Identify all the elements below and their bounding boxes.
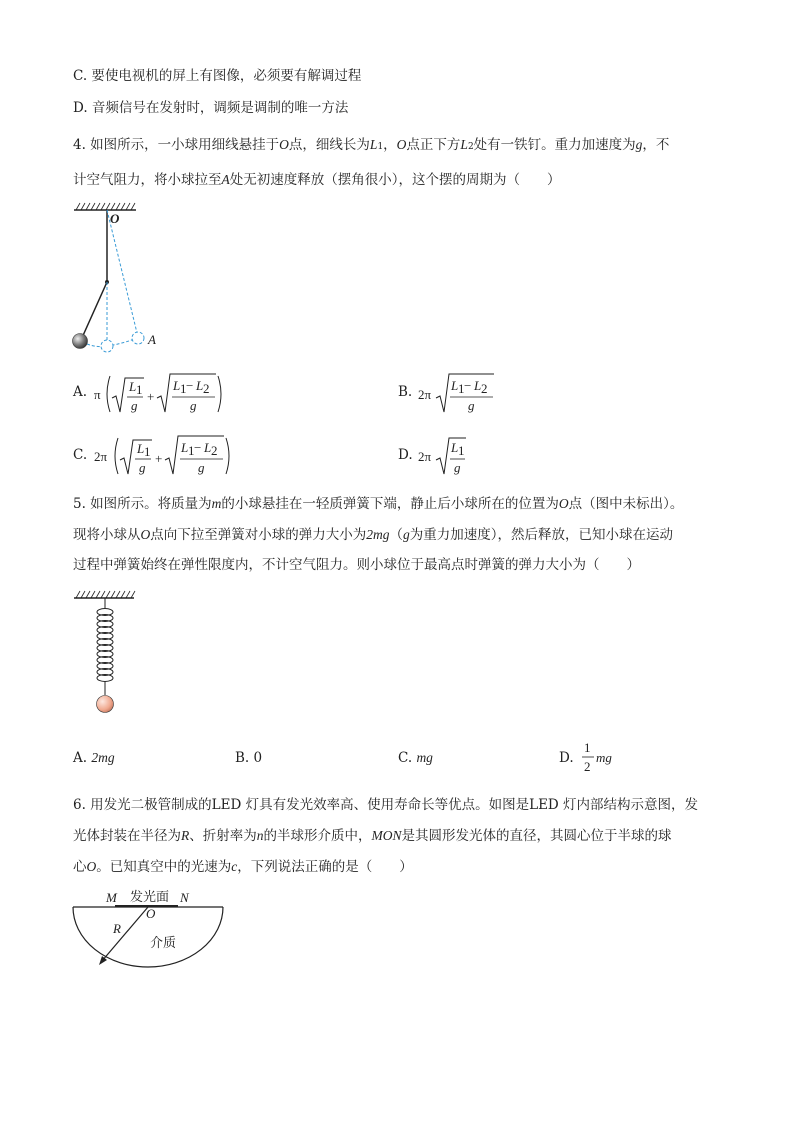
q5-stem-line2: 现将小球从O点向下拉至弹簧对小球的弹力大小为2mg（g为重力加速度），然后释放，已知小球在运动: [73, 527, 673, 543]
q5-option-b: B. 0: [235, 750, 263, 766]
svg-text:2: 2: [211, 443, 218, 458]
q6-stem-line1: 6. 用发光二极管制成的LED 灯具有发光效率高、使用寿命长等优点。如图是LED 灯内部结构示意图，发: [73, 797, 699, 813]
svg-text:1: 1: [144, 444, 151, 459]
svg-text:g: g: [139, 460, 146, 475]
svg-text:−: −: [186, 378, 194, 393]
svg-text:1: 1: [584, 740, 591, 755]
svg-text:L: L: [129, 379, 137, 394]
svg-text:2π: 2π: [418, 449, 432, 464]
svg-text:−: −: [464, 378, 472, 393]
q4-option-d-formula: [416, 430, 476, 482]
q6-stem-line2: 光体封装在半径为R、折射率为n的半球形介质中，MON是其圆形发光体的直径，其圆心位于半球的球: [73, 828, 672, 844]
q4-option-d-label: D.: [398, 447, 413, 463]
svg-text:L: L: [137, 441, 145, 456]
svg-text:1: 1: [136, 382, 143, 397]
svg-text:L: L: [204, 440, 212, 455]
q4-pendulum-figure: [60, 198, 180, 358]
q5-spring-figure: [60, 588, 160, 723]
q4-option-c-label: C.: [73, 447, 88, 463]
q4-option-a-formula: [92, 368, 232, 420]
svg-text:2: 2: [203, 381, 210, 396]
q4-option-b-formula: [416, 368, 506, 420]
q6-label-n: N: [180, 890, 189, 905]
q4-label-o: O: [110, 211, 120, 226]
svg-text:+: +: [155, 451, 163, 466]
svg-text:π: π: [94, 387, 101, 402]
svg-text:g: g: [198, 460, 205, 475]
svg-text:L: L: [474, 378, 482, 393]
svg-text:2: 2: [481, 381, 488, 396]
svg-text:g: g: [190, 398, 197, 413]
svg-text:1: 1: [458, 443, 465, 458]
svg-text:2π: 2π: [94, 449, 108, 464]
svg-text:mg: mg: [596, 750, 612, 765]
q4-option-a-label: A.: [73, 384, 88, 400]
q5-option-d-formula: [580, 738, 620, 778]
svg-text:−: −: [194, 440, 202, 455]
svg-text:1: 1: [180, 381, 187, 396]
q5-option-a: A. 2mg: [73, 750, 115, 766]
q6-label-m: M: [106, 890, 117, 905]
svg-text:L: L: [173, 378, 181, 393]
q5-option-d-label: D.: [559, 750, 574, 766]
q4-option-c-formula: [92, 430, 242, 482]
q4-stem-line1: 4. 如图所示，一小球用细线悬挂于O点，细线长为L1，O点正下方L2处有一铁钉。重力加速度为g，不: [73, 137, 670, 153]
svg-text:1: 1: [458, 381, 465, 396]
q4-option-b-label: B.: [398, 384, 413, 400]
q5-option-c: C. mg: [398, 750, 433, 766]
q6-stem-line3: 心O。已知真空中的光速为c，下列说法正确的是（ ）: [73, 859, 413, 875]
q3-option-d: D. 音频信号在发射时，调频是调制的唯一方法: [73, 100, 349, 116]
svg-text:+: +: [147, 389, 155, 404]
q6-label-surface: 发光面: [130, 889, 170, 904]
svg-text:g: g: [131, 398, 138, 413]
svg-text:2π: 2π: [418, 387, 432, 402]
q6-label-medium: 介质: [150, 935, 177, 950]
q4-stem-line2: 计空气阻力，将小球拉至A处无初速度释放（摆角很小），这个摆的周期为（ ）: [73, 172, 561, 188]
q6-hemisphere-figure: [70, 885, 240, 985]
svg-text:L: L: [196, 378, 204, 393]
q6-label-o: O: [146, 906, 156, 921]
q6-label-r: R: [113, 921, 121, 936]
svg-text:1: 1: [188, 443, 195, 458]
q4-label-a: A: [148, 332, 156, 347]
svg-text:g: g: [454, 460, 461, 475]
q5-stem-line1: 5. 如图所示。将质量为m的小球悬挂在一轻质弹簧下端，静止后小球所在的位置为O点（图中未标出）。: [73, 496, 684, 512]
svg-text:2: 2: [584, 759, 591, 774]
svg-text:L: L: [451, 378, 459, 393]
svg-text:L: L: [181, 440, 189, 455]
q5-stem-line3: 过程中弹簧始终在弹性限度内，不计空气阻力。则小球位于最高点时弹簧的弹力大小为（ ）: [73, 557, 640, 573]
q3-option-c: C. 要使电视机的屏上有图像，必须要有解调过程: [73, 68, 362, 84]
svg-text:g: g: [468, 398, 475, 413]
svg-text:L: L: [451, 440, 459, 455]
